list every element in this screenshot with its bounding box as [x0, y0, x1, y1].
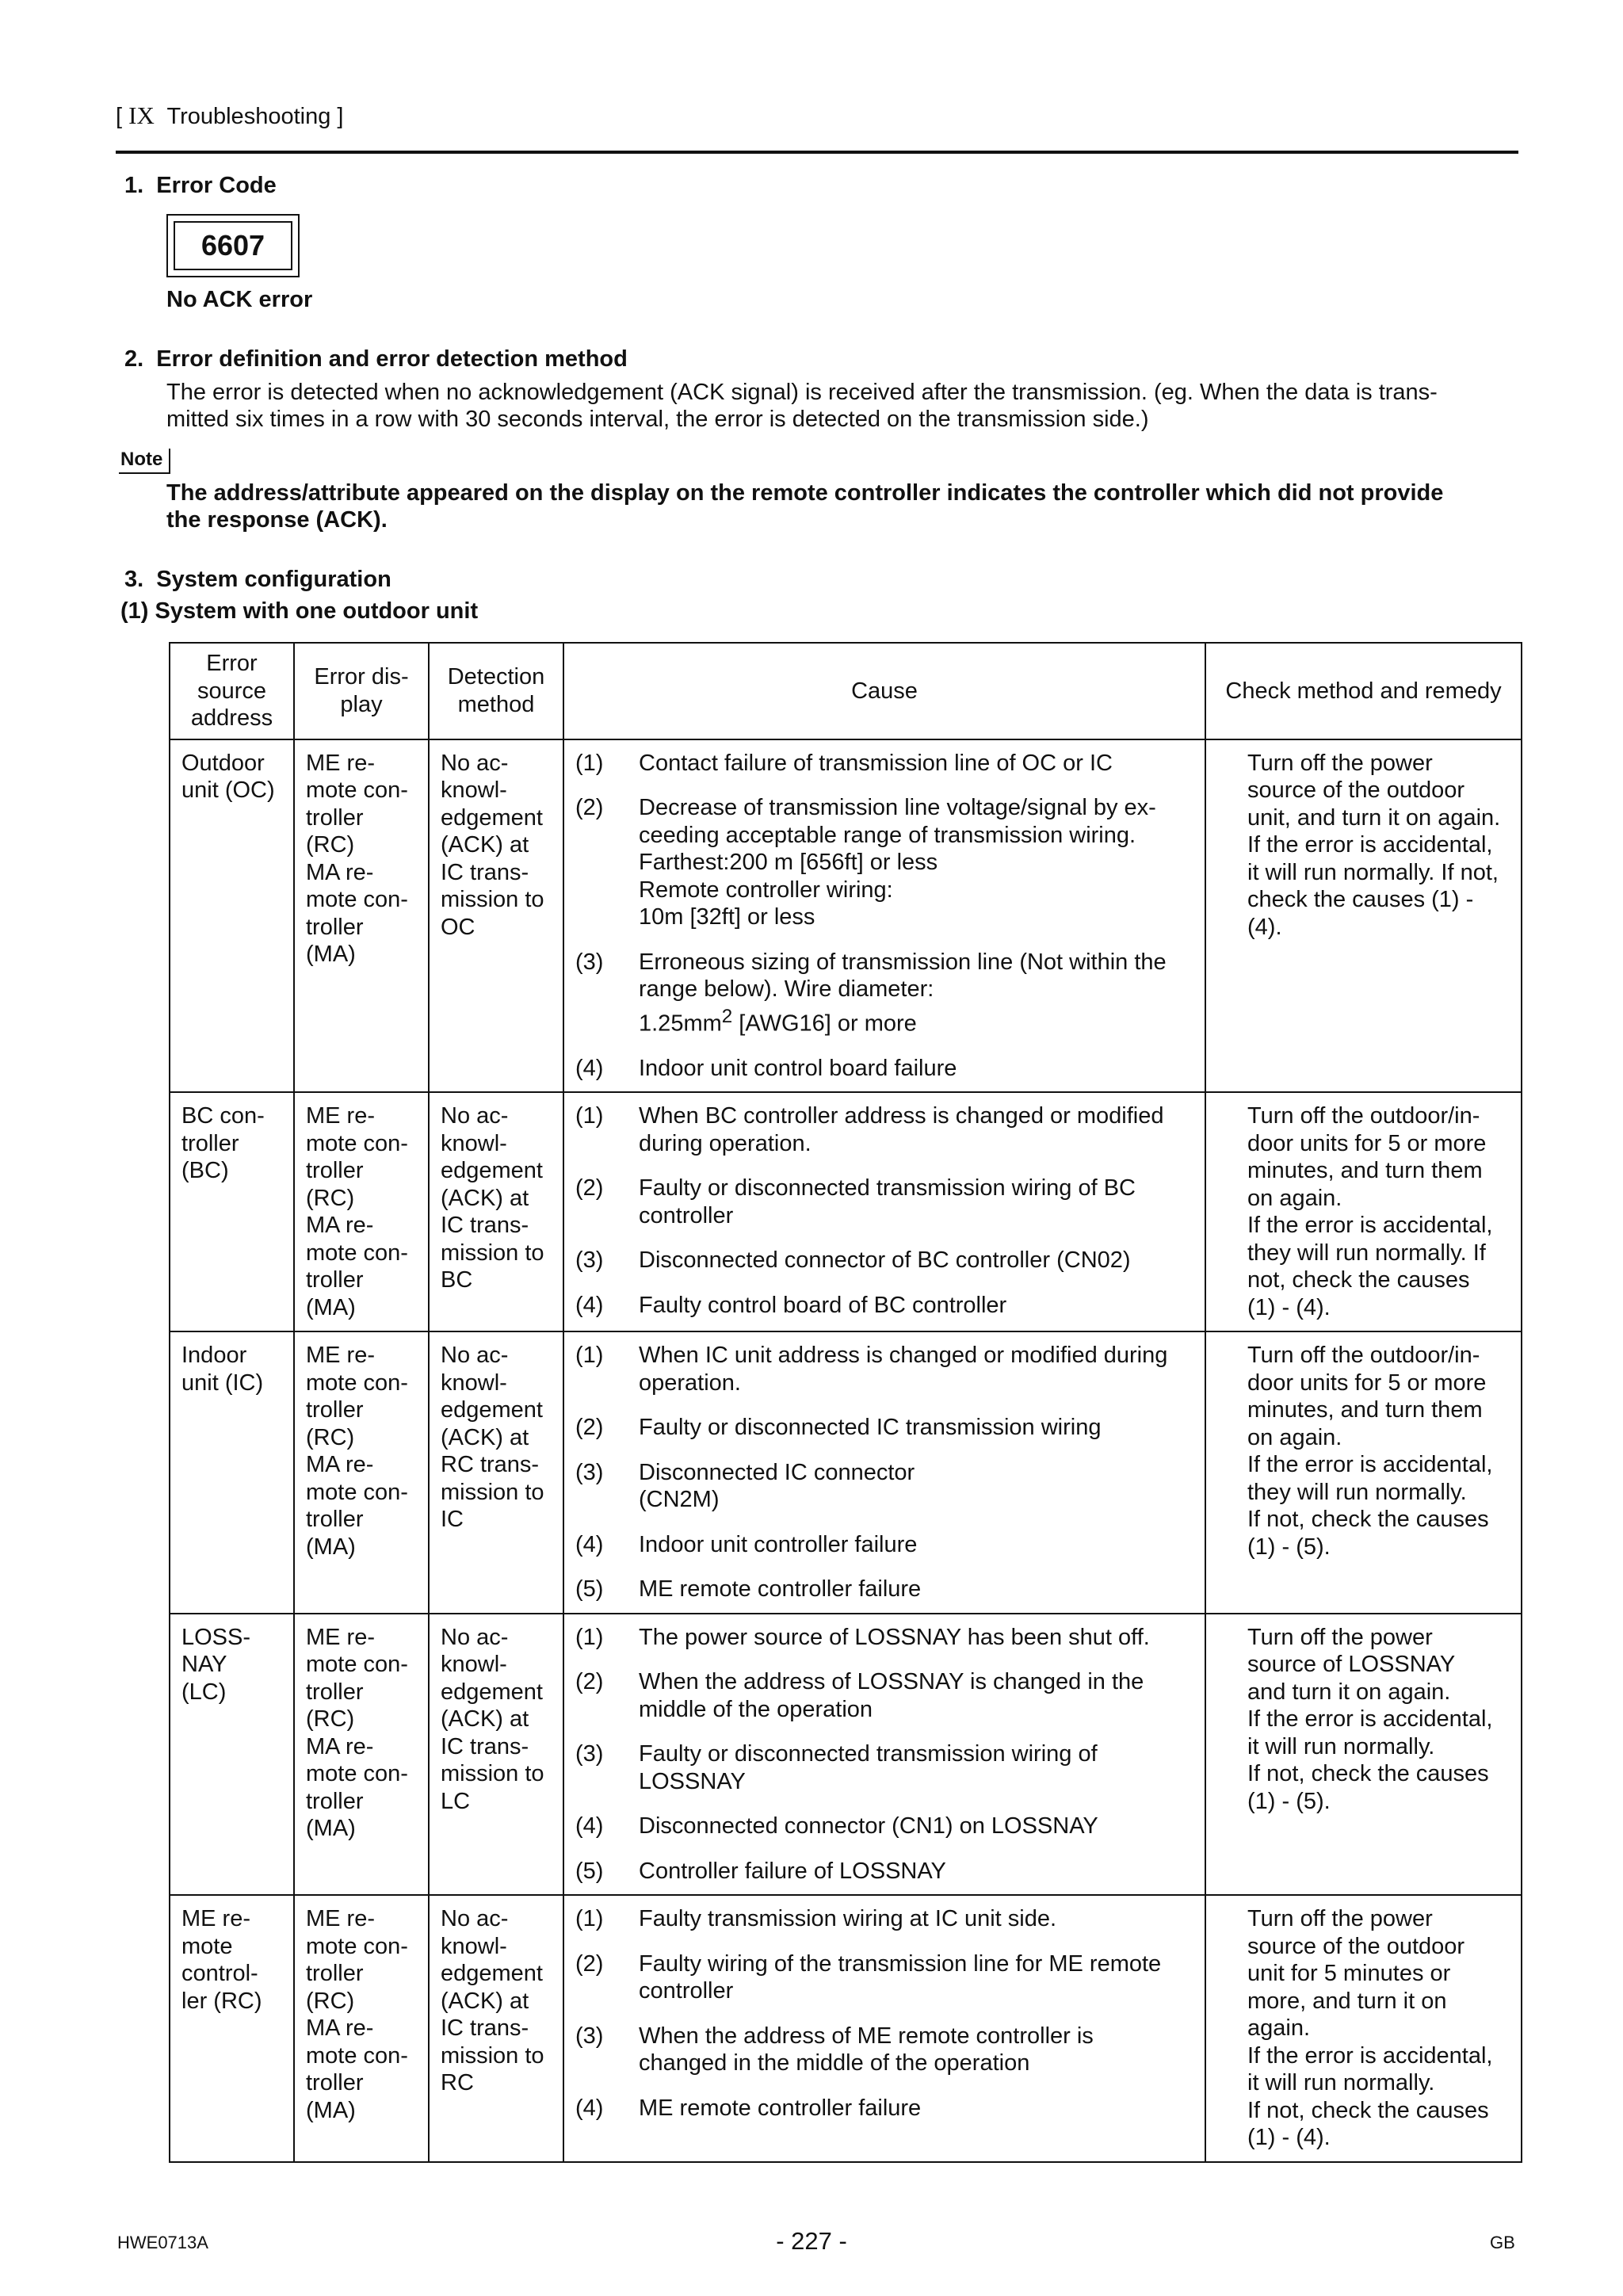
cause-item [575, 1740, 1198, 1795]
cell-remedy: Turn off the power source of LOSSNAY and turn it on again. If the error is accidental, it will run normally. If not, check the causes (1) - (5). [1205, 1614, 1522, 1896]
cause-number: (1) [575, 1343, 604, 1369]
section3-heading: 3. System configuration [124, 567, 391, 592]
cause-number: (2) [575, 1415, 604, 1441]
section1-heading: 1. Error Code [124, 173, 277, 198]
region-code: GB [1490, 2233, 1515, 2252]
cause-item [575, 1247, 1198, 1274]
cell-source: ME re- mote control- ler (RC) [170, 1895, 294, 2162]
cause-item [575, 1531, 1198, 1559]
table-row [170, 739, 1522, 1093]
cause-text: Controller failure of LOSSNAY [639, 1858, 946, 1884]
cell-cause [563, 1092, 1205, 1331]
cause-number: (4) [575, 1813, 604, 1839]
header-rule [116, 151, 1518, 154]
cause-item [575, 1342, 1198, 1396]
cause-item [575, 1858, 1198, 1885]
cause-item [575, 1102, 1198, 1157]
cause-number: (4) [575, 1292, 604, 1318]
cause-text: Erroneous sizing of transmission line (Not within the range below). Wire diameter: $1.25mm^2$ [AWG16] or more [639, 949, 1167, 1037]
cause-text: Faulty or disconnected IC transmission wiring [639, 1415, 1102, 1441]
header-remedy: Check method and remedy [1205, 643, 1522, 739]
section2-body-line2: mitted six times in a row with 30 seconds interval, the error is detected on the transmission side.) [166, 407, 1149, 432]
cell-display: ME re- mote con- troller (RC) MA re- mote con- troller (MA) [294, 1614, 429, 1896]
section2-heading: 2. Error definition and error detection method [124, 346, 628, 372]
note-line1: The address/attribute appeared on the display on the remote controller indicates the controller which did not provide [166, 480, 1444, 506]
cell-display: ME re- mote con- troller (RC) MA re- mote con- troller (MA) [294, 1331, 429, 1614]
error-code-box [166, 214, 300, 277]
note-line2: the response (ACK). [166, 507, 388, 533]
cause-text: Indoor unit control board failure [639, 1055, 957, 1081]
cause-number: (5) [575, 1576, 604, 1603]
cell-cause [563, 1895, 1205, 2162]
table-header-row [170, 643, 1522, 739]
note-text [166, 479, 1522, 533]
cause-text: Faulty wiring of the transmission line for ME remote controller [639, 1950, 1162, 2004]
cause-item [575, 1905, 1198, 1933]
cause-text: When BC controller address is changed or modified during operation. [639, 1103, 1164, 1156]
cause-item [575, 1175, 1198, 1229]
error-code: 6607 [174, 221, 292, 270]
cause-item [575, 1668, 1198, 1723]
cell-source: LOSS- NAY (LC) [170, 1614, 294, 1896]
cell-source: BC con- troller (BC) [170, 1092, 294, 1331]
cause-item [575, 2023, 1198, 2077]
cause-item [575, 1813, 1198, 1840]
cause-item [575, 1459, 1198, 1514]
cause-number: (2) [575, 1950, 604, 1977]
cell-detection: No ac- knowl- edgement (ACK) at IC trans- mission to LC [429, 1614, 563, 1896]
cause-number: (3) [575, 1741, 604, 1767]
cause-number: (2) [575, 1669, 604, 1695]
cause-item [575, 1414, 1198, 1442]
cause-text: Indoor unit controller failure [639, 1531, 918, 1557]
chapter-title: Troubleshooting [166, 104, 331, 129]
cell-display: ME re- mote con- troller (RC) MA re- mote con- troller (MA) [294, 739, 429, 1093]
doc-id: HWE0713A [117, 2233, 208, 2252]
cause-item [575, 1950, 1198, 2005]
cell-remedy: Turn off the outdoor/in- door units for 5 or more minutes, and turn them on again. If the error is accidental, they will run normally. If not, check the causes (1) - (4). [1205, 1092, 1522, 1331]
cell-detection: No ac- knowl- edgement (ACK) at IC trans- mission to RC [429, 1895, 563, 2162]
cause-item [575, 949, 1198, 1037]
cause-item [575, 750, 1198, 777]
cause-text: Faulty transmission wiring at IC unit side. [639, 1906, 1057, 1932]
header-detection: Detection method [429, 643, 563, 739]
cause-text: ME remote controller failure [639, 2095, 922, 2121]
cause-text: Faulty control board of BC controller [639, 1292, 1007, 1318]
cause-text: When the address of LOSSNAY is changed in the middle of the operation [639, 1669, 1144, 1722]
cause-text: Faulty or disconnected transmission wiring of BC controller [639, 1175, 1136, 1228]
cause-number: (2) [575, 795, 604, 820]
cause-number: (1) [575, 1624, 604, 1650]
header-source: Error source address [170, 643, 294, 739]
cause-number: (4) [575, 1531, 604, 1557]
header-cause: Cause [563, 643, 1205, 739]
cause-text: Contact failure of transmission line of OC or IC [639, 750, 1113, 776]
table-row [170, 1331, 1522, 1614]
table-row [170, 1092, 1522, 1331]
running-header: [ IX Troubleshooting ] [116, 101, 344, 129]
cause-number: (3) [575, 949, 604, 975]
cause-text: Faulty or disconnected transmission wiring of LOSSNAY [639, 1741, 1098, 1794]
cause-number: (1) [575, 1906, 604, 1932]
chapter-roman: IX [128, 101, 155, 129]
cell-remedy: Turn off the power source of the outdoor unit for 5 minutes or more, and turn it on again. If the error is accidental, it will run normally. If not, check the causes (1) - (4). [1205, 1895, 1522, 2162]
cause-item [575, 2095, 1198, 2122]
cause-item [575, 1292, 1198, 1320]
cause-text: Disconnected connector of BC controller (CN02) [639, 1247, 1131, 1274]
cause-number: (1) [575, 750, 604, 776]
cause-text: ME remote controller failure [639, 1576, 922, 1603]
table-row [170, 1895, 1522, 2162]
cause-item [575, 1576, 1198, 1603]
cell-detection: No ac- knowl- edgement (ACK) at RC trans- mission to IC [429, 1331, 563, 1614]
cause-item [575, 1055, 1198, 1083]
cause-number: (3) [575, 2023, 604, 2049]
section2-body-line1: The error is detected when no acknowledgement (ACK signal) is received after the transmission. (eg. When the data is trans- [166, 380, 1438, 405]
error-name: No ACK error [166, 287, 313, 312]
table-row [170, 1614, 1522, 1896]
cell-display: ME re- mote con- troller (RC) MA re- mote con- troller (MA) [294, 1895, 429, 2162]
cause-number: (2) [575, 1175, 604, 1201]
cause-text: When IC unit address is changed or modified during operation. [639, 1343, 1168, 1396]
error-table [169, 642, 1522, 2163]
section3-subheading: (1) System with one outdoor unit [120, 598, 479, 624]
header-display: Error dis- play [294, 643, 429, 739]
cause-text: Decrease of transmission line voltage/signal by ex- ceeding acceptable range of transmission wiring. Farthest:200 m [656ft] or less Remote controller wiring: 10m [32ft] or less [639, 795, 1156, 930]
cause-number: (5) [575, 1858, 604, 1884]
cell-source: Indoor unit (IC) [170, 1331, 294, 1614]
cause-text: Disconnected connector (CN1) on LOSSNAY [639, 1813, 1098, 1839]
page-number: - 227 - [776, 2227, 847, 2255]
cause-text: The power source of LOSSNAY has been shut off. [639, 1624, 1150, 1650]
cell-source: Outdoor unit (OC) [170, 739, 294, 1093]
cell-remedy: Turn off the power source of the outdoor unit, and turn it on again. If the error is accidental, it will run normally. If not, check the causes (1) - (4). [1205, 739, 1522, 1093]
cell-cause [563, 1614, 1205, 1896]
cell-remedy: Turn off the outdoor/in- door units for 5 or more minutes, and turn them on again. If the error is accidental, they will run normally. If not, check the causes (1) - (5). [1205, 1331, 1522, 1614]
cell-cause [563, 1331, 1205, 1614]
cell-display: ME re- mote con- troller (RC) MA re- mote con- troller (MA) [294, 1092, 429, 1331]
cell-cause [563, 739, 1205, 1093]
cause-item [575, 1624, 1198, 1652]
cell-detection: No ac- knowl- edgement (ACK) at IC trans- mission to OC [429, 739, 563, 1093]
cause-item [575, 794, 1198, 931]
cell-detection: No ac- knowl- edgement (ACK) at IC trans- mission to BC [429, 1092, 563, 1331]
cause-number: (4) [575, 1055, 604, 1081]
note-label: Note [119, 449, 170, 474]
cause-number: (3) [575, 1247, 604, 1274]
cause-text: When the address of ME remote controller is changed in the middle of the operation [639, 2023, 1094, 2076]
cause-text: Disconnected IC connector (CN2M) [639, 1459, 915, 1513]
cause-number: (3) [575, 1459, 604, 1485]
section2-body [166, 379, 1518, 433]
cause-number: (1) [575, 1103, 604, 1129]
cause-number: (4) [575, 2095, 604, 2121]
